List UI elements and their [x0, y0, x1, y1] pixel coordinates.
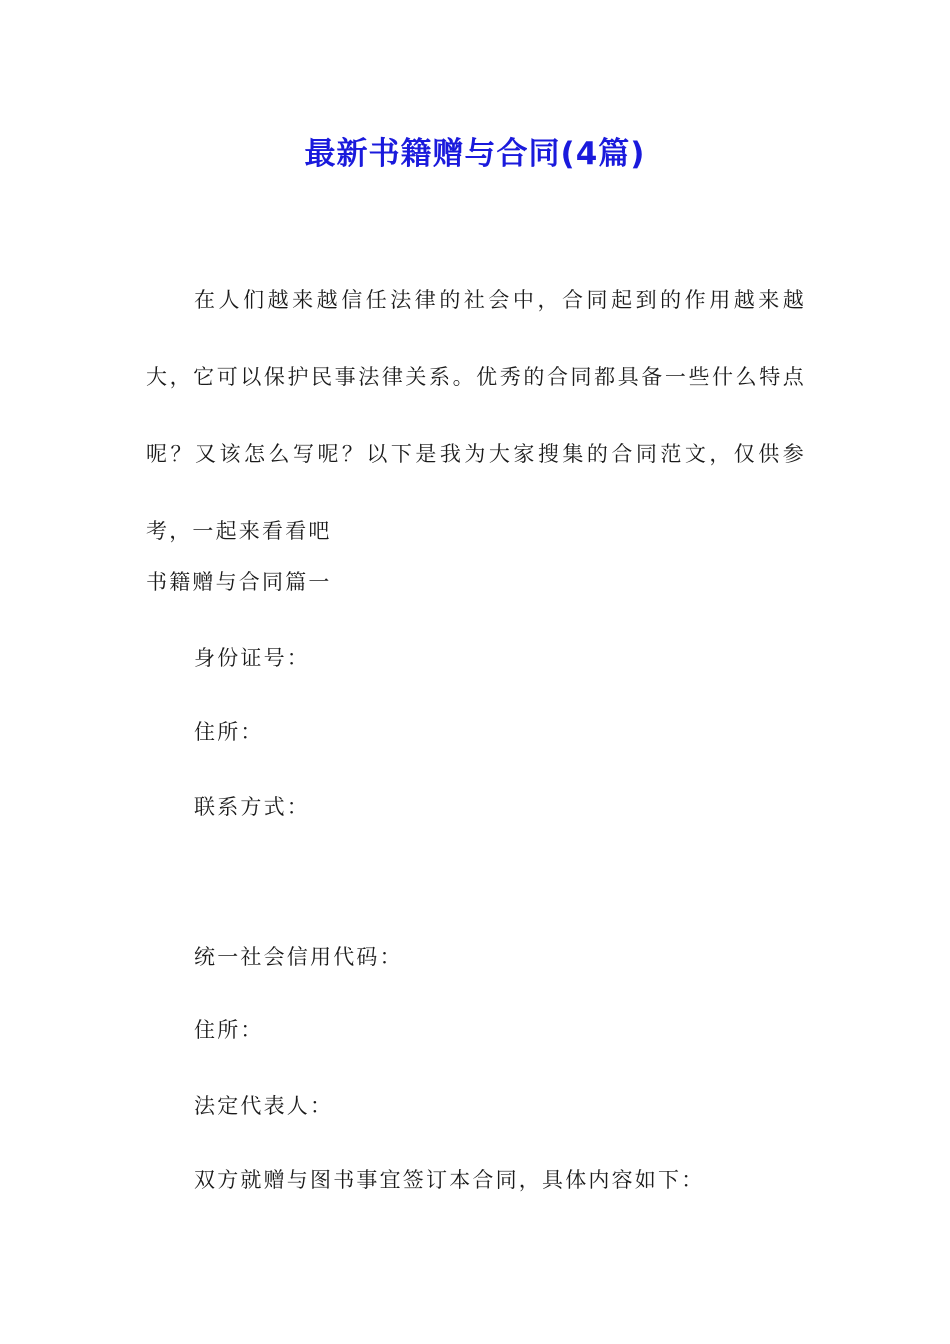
credit-code-label: 统一社会信用代码：	[194, 945, 403, 969]
agreement-statement: 双方就赠与图书事宜签订本合同，具体内容如下：	[194, 1168, 705, 1192]
document-title: 最新书籍赠与合同(4篇)	[304, 136, 646, 172]
contact-label: 联系方式：	[194, 795, 310, 819]
legal-representative-label: 法定代表人：	[194, 1094, 334, 1118]
company-address-label: 住所：	[194, 1018, 264, 1042]
section-heading: 书籍赠与合同篇一	[146, 570, 332, 594]
address-label: 住所：	[194, 720, 264, 744]
id-number-label: 身份证号：	[194, 646, 310, 670]
intro-paragraph: 在人们越来越信任法律的社会中，合同起到的作用越来越大，它可以保护民事法律关系。优秀的合同都具备一些什么特点呢？又该怎么写呢？以下是我为大家搜集的合同范文，仅供参考，一起来看看吧	[146, 288, 806, 543]
